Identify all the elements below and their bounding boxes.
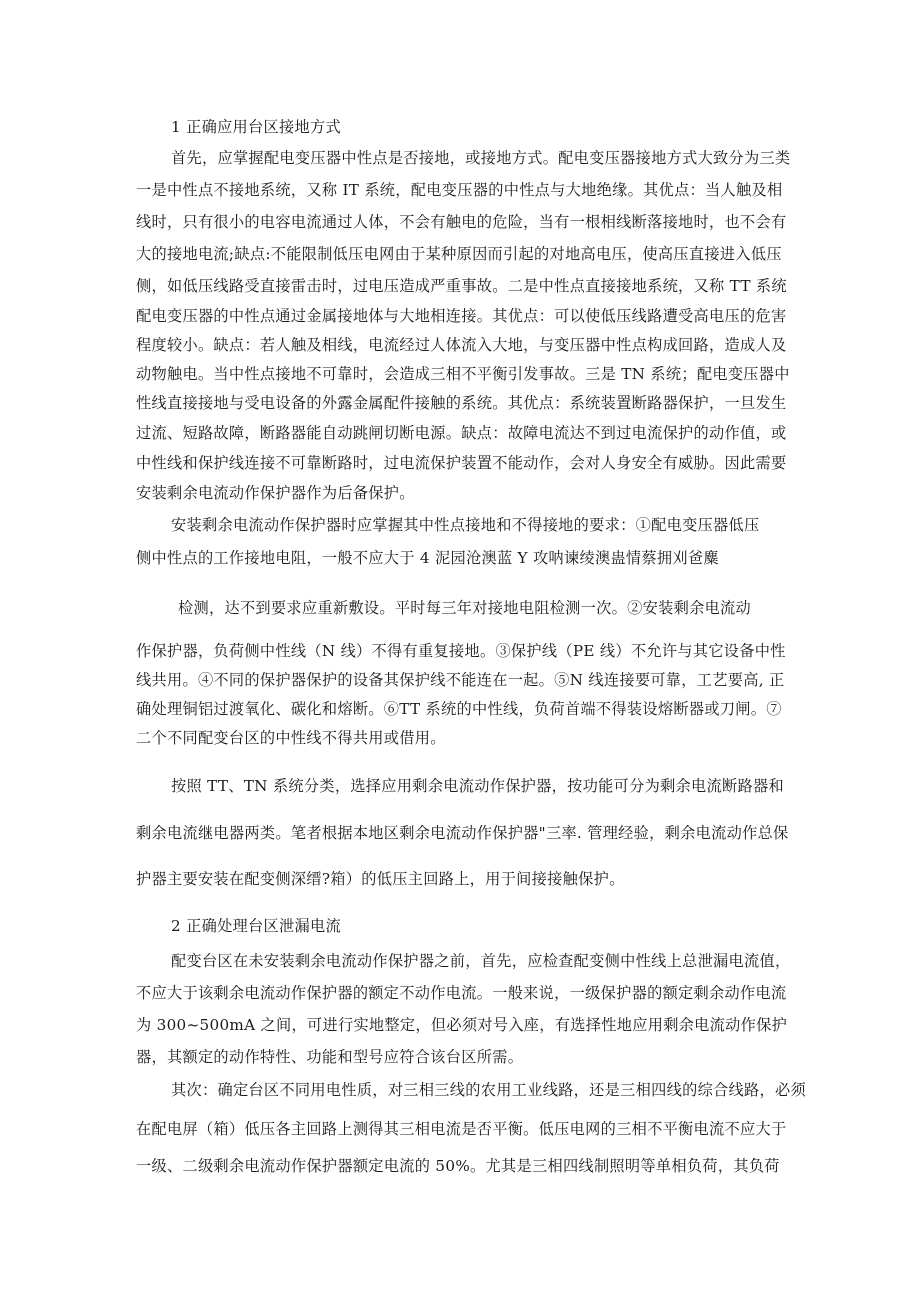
text-line: 中性线和保护线连接不可靠断路时，过电流保护装置不能动作，会对人身安全有威胁。因此需要: [136, 454, 787, 472]
text-line: 作保护器，负荷侧中性线（N 线）不得有重复接地。③保护线（PE 线）不允许与其它设备中性: [136, 642, 786, 660]
text-line: 大的接地电流;缺点:不能限制低压电网由于某种原因而引起的对地高电压，使高压直接进入低压: [136, 245, 782, 263]
text-line: 过流、短路故障，断路器能自动跳闸切断电源。缺点：故障电流达不到过电流保护的动作值，或: [136, 424, 787, 442]
text-line: 检测，达不到要求应重新敷设。平时每三年对接地电阻检测一次。②安装剩余电流动: [178, 599, 752, 617]
text-line: 为 300~500mA 之间，可进行实地整定，但必须对号入座，有选择性地应用剩余电流动作保护: [136, 1016, 788, 1034]
text-line: 按照 TT、TN 系统分类，选择应用剩余电流动作保护器，按功能可分为剩余电流断路器和: [171, 777, 784, 795]
text-line: 一级、二级剩余电流动作保护器额定电流的 50%。尤其是三相四线制照明等单相负荷，其负荷: [136, 1157, 780, 1175]
text-line: 首先，应掌握配电变压器中性点是否接地，或接地方式。配电变压器接地方式大致分为三类: [171, 149, 791, 167]
text-line: 护器主要安装在配变侧深缙?箱）的低压主回路上，用于间接接触保护。: [136, 870, 625, 888]
text-line: 不应大于该剩余电流动作保护器的额定不动作电流。一般来说，一级保护器的额定剩余动作电流: [136, 984, 787, 1002]
section-1-heading: 1 正确应用台区接地方式: [171, 118, 341, 136]
text-line: 其次：确定台区不同用电性质，对三相三线的农用工业线路，还是三相四线的综合线路，必须: [171, 1081, 806, 1099]
text-line: 动物触电。当中性点接地不可靠时，会造成三相不平衡引发事故。三是 TN 系统；配电变压器中: [136, 365, 790, 383]
text-line: 侧中性点的工作接地电阻，一般不应大于 4 泥园沧澳蓝 Y 攻呐谏绫澳蛊情蔡拥刈爸麋: [136, 549, 719, 567]
text-line: 剩余电流继电器两类。笔者根据本地区剩余电流动作保护器"三率. 管理经验，剩余电流动作总保: [136, 824, 789, 842]
text-line: 二个不同配变台区的中性线不得共用或借用。: [136, 729, 446, 747]
text-line: 安装剩余电流动作保护器时应掌握其中性点接地和不得接地的要求：①配电变压器低压: [171, 516, 760, 534]
text-line: 侧，如低压线路受直接雷击时，过电压造成严重事故。二是中性点直接接地系统，又称 TT 系统: [136, 277, 787, 295]
text-line: 确处理铜铝过渡氧化、碳化和熔断。⑥TT 系统的中性线，负荷首端不得装设熔断器或刀闸。⑦: [136, 700, 782, 718]
text-line: 性线直接接地与受电设备的外露金属配件接触的系统。其优点：系统装置断路器保护，一旦发生: [136, 394, 787, 412]
text-line: 配电变压器的中性点通过金属接地体与大地相连接。其优点：可以使低压线路遭受高电压的危害: [136, 307, 787, 325]
text-line: 线时，只有很小的电容电流通过人体，不会有触电的危险，当有一根相线断落接地时，也不会有: [136, 213, 787, 231]
text-line: 一是中性点不接地系统，又称 IT 系统，配电变压器的中性点与大地绝缘。其优点：当人触及相: [136, 181, 783, 199]
section-2-heading: 2 正确处理台区泄漏电流: [171, 917, 341, 935]
text-line: 程度较小。缺点：若人触及相线，电流经过人体流入大地，与变压器中性点构成回路，造成人及: [136, 336, 787, 354]
text-line: 配变台区在未安装剩余电流动作保护器之前，首先，应检查配变侧中性线上总泄漏电流值，: [171, 952, 791, 970]
text-line: 安装剩余电流动作保护器作为后备保护。: [136, 484, 415, 502]
text-line: 在配电屏（箱）低压各主回路上测得其三相电流是否平衡。低压电网的三相不平衡电流不应大于: [136, 1120, 787, 1138]
text-line: 线共用。④不同的保护器保护的设备其保护线不能连在一起。⑤N 线连接要可靠，工艺要高, 正: [136, 671, 785, 689]
text-line: 器，其额定的动作特性、功能和型号应符合该台区所需。: [136, 1048, 524, 1066]
